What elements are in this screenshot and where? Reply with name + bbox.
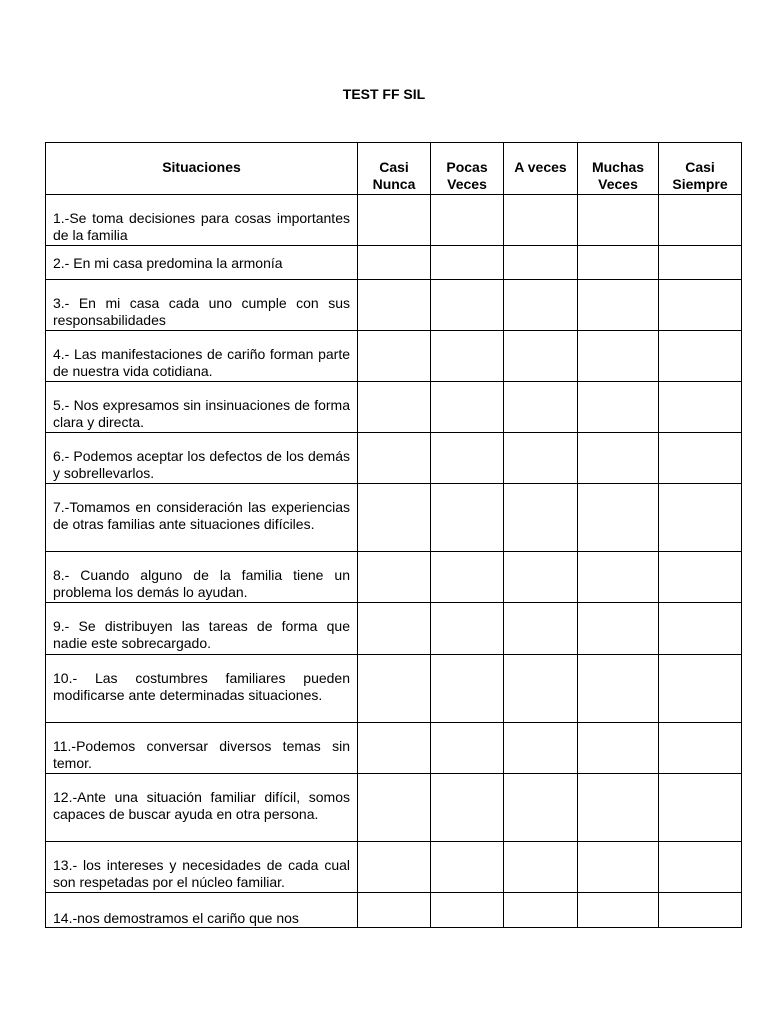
- situation-text: 14.-nos demostramos el cariño que nos: [46, 893, 358, 928]
- table-row: [46, 774, 742, 842]
- table-row: [46, 723, 742, 774]
- answer-cell-a-veces[interactable]: [504, 484, 578, 552]
- answer-cell-pocas-veces[interactable]: [431, 552, 504, 603]
- survey-table: [45, 142, 742, 928]
- header-row: [46, 143, 742, 195]
- header-a-veces: A veces: [504, 143, 578, 195]
- answer-cell-a-veces[interactable]: [504, 893, 578, 928]
- answer-cell-muchas-veces[interactable]: [578, 893, 659, 928]
- answer-cell-a-veces[interactable]: [504, 774, 578, 842]
- answer-cell-muchas-veces[interactable]: [578, 842, 659, 893]
- answer-cell-casi-nunca[interactable]: [358, 246, 431, 280]
- table-row: [46, 552, 742, 603]
- table-row: [46, 603, 742, 655]
- answer-cell-casi-nunca[interactable]: [358, 280, 431, 331]
- header-casi-nunca: Casi Nunca: [358, 143, 431, 195]
- answer-cell-pocas-veces[interactable]: [431, 655, 504, 723]
- answer-cell-casi-siempre[interactable]: [659, 774, 742, 842]
- answer-cell-muchas-veces[interactable]: [578, 484, 659, 552]
- answer-cell-casi-nunca[interactable]: [358, 382, 431, 433]
- answer-cell-pocas-veces[interactable]: [431, 280, 504, 331]
- situation-text: 11.-Podemos conversar diversos temas sin temor.: [46, 723, 358, 774]
- answer-cell-casi-nunca[interactable]: [358, 195, 431, 246]
- answer-cell-pocas-veces[interactable]: [431, 246, 504, 280]
- table-row: [46, 484, 742, 552]
- answer-cell-casi-nunca[interactable]: [358, 893, 431, 928]
- table-row: [46, 382, 742, 433]
- answer-cell-a-veces[interactable]: [504, 842, 578, 893]
- answer-cell-a-veces[interactable]: [504, 246, 578, 280]
- answer-cell-muchas-veces[interactable]: [578, 382, 659, 433]
- table-row: [46, 195, 742, 246]
- answer-cell-pocas-veces[interactable]: [431, 382, 504, 433]
- situation-text: 8.- Cuando alguno de la familia tiene un problema los demás lo ayudan.: [46, 552, 358, 603]
- answer-cell-casi-siempre[interactable]: [659, 655, 742, 723]
- table-row: [46, 842, 742, 893]
- answer-cell-casi-siempre[interactable]: [659, 552, 742, 603]
- table-row: [46, 280, 742, 331]
- situation-text: 5.- Nos expresamos sin insinuaciones de forma clara y directa.: [46, 382, 358, 433]
- answer-cell-a-veces[interactable]: [504, 331, 578, 382]
- answer-cell-muchas-veces[interactable]: [578, 433, 659, 484]
- answer-cell-casi-siempre[interactable]: [659, 484, 742, 552]
- answer-cell-muchas-veces[interactable]: [578, 603, 659, 655]
- header-situations: Situaciones: [46, 143, 358, 195]
- answer-cell-muchas-veces[interactable]: [578, 655, 659, 723]
- answer-cell-a-veces[interactable]: [504, 655, 578, 723]
- situation-text: 6.- Podemos aceptar los defectos de los demás y sobrellevarlos.: [46, 433, 358, 484]
- answer-cell-casi-nunca[interactable]: [358, 723, 431, 774]
- table-row: [46, 655, 742, 723]
- answer-cell-casi-siempre[interactable]: [659, 280, 742, 331]
- answer-cell-pocas-veces[interactable]: [431, 603, 504, 655]
- answer-cell-casi-siempre[interactable]: [659, 842, 742, 893]
- header-casi-siempre: Casi Siempre: [659, 143, 742, 195]
- page-title: TEST FF SIL: [342, 86, 426, 102]
- answer-cell-casi-nunca[interactable]: [358, 484, 431, 552]
- answer-cell-muchas-veces[interactable]: [578, 723, 659, 774]
- situation-text: 4.- Las manifestaciones de cariño forman parte de nuestra vida cotidiana.: [46, 331, 358, 382]
- answer-cell-casi-nunca[interactable]: [358, 433, 431, 484]
- situation-text: 3.- En mi casa cada uno cumple con sus responsabilidades: [46, 280, 358, 331]
- answer-cell-casi-nunca[interactable]: [358, 842, 431, 893]
- situation-text: 2.- En mi casa predomina la armonía: [46, 246, 358, 280]
- answer-cell-casi-siempre[interactable]: [659, 723, 742, 774]
- table-row: [46, 433, 742, 484]
- answer-cell-muchas-veces[interactable]: [578, 774, 659, 842]
- answer-cell-muchas-veces[interactable]: [578, 552, 659, 603]
- answer-cell-pocas-veces[interactable]: [431, 774, 504, 842]
- situation-text: 12.-Ante una situación familiar difícil, somos capaces de buscar ayuda en otra persona.: [46, 774, 358, 842]
- answer-cell-casi-nunca[interactable]: [358, 774, 431, 842]
- answer-cell-pocas-veces[interactable]: [431, 842, 504, 893]
- answer-cell-casi-siempre[interactable]: [659, 603, 742, 655]
- answer-cell-pocas-veces[interactable]: [431, 893, 504, 928]
- table-row: [46, 331, 742, 382]
- answer-cell-casi-siempre[interactable]: [659, 331, 742, 382]
- situation-text: 1.-Se toma decisiones para cosas importantes de la familia: [46, 195, 358, 246]
- answer-cell-a-veces[interactable]: [504, 433, 578, 484]
- answer-cell-pocas-veces[interactable]: [431, 723, 504, 774]
- answer-cell-casi-siempre[interactable]: [659, 382, 742, 433]
- answer-cell-muchas-veces[interactable]: [578, 246, 659, 280]
- answer-cell-casi-siempre[interactable]: [659, 195, 742, 246]
- answer-cell-a-veces[interactable]: [504, 280, 578, 331]
- answer-cell-muchas-veces[interactable]: [578, 280, 659, 331]
- table-row: [46, 893, 742, 928]
- situation-text: 13.- los intereses y necesidades de cada cual son respetadas por el núcleo familiar.: [46, 842, 358, 893]
- answer-cell-casi-siempre[interactable]: [659, 246, 742, 280]
- answer-cell-casi-siempre[interactable]: [659, 893, 742, 928]
- answer-cell-a-veces[interactable]: [504, 382, 578, 433]
- answer-cell-muchas-veces[interactable]: [578, 331, 659, 382]
- situation-text: 7.-Tomamos en consideración las experiencias de otras familias ante situaciones difíciles.: [46, 484, 358, 552]
- answer-cell-casi-nunca[interactable]: [358, 331, 431, 382]
- answer-cell-pocas-veces[interactable]: [431, 484, 504, 552]
- answer-cell-a-veces[interactable]: [504, 603, 578, 655]
- answer-cell-casi-siempre[interactable]: [659, 433, 742, 484]
- answer-cell-pocas-veces[interactable]: [431, 433, 504, 484]
- answer-cell-pocas-veces[interactable]: [431, 195, 504, 246]
- answer-cell-casi-nunca[interactable]: [358, 603, 431, 655]
- answer-cell-casi-nunca[interactable]: [358, 655, 431, 723]
- header-pocas-veces: Pocas Veces: [431, 143, 504, 195]
- situation-text: 9.- Se distribuyen las tareas de forma que nadie este sobrecargado.: [46, 603, 358, 655]
- answer-cell-muchas-veces[interactable]: [578, 195, 659, 246]
- answer-cell-a-veces[interactable]: [504, 195, 578, 246]
- table-row: [46, 246, 742, 280]
- header-muchas-veces: Muchas Veces: [578, 143, 659, 195]
- situation-text: 10.- Las costumbres familiares pueden modificarse ante determinadas situaciones.: [46, 655, 358, 723]
- answer-cell-pocas-veces[interactable]: [431, 331, 504, 382]
- answer-cell-casi-nunca[interactable]: [358, 552, 431, 603]
- answer-cell-a-veces[interactable]: [504, 552, 578, 603]
- answer-cell-a-veces[interactable]: [504, 723, 578, 774]
